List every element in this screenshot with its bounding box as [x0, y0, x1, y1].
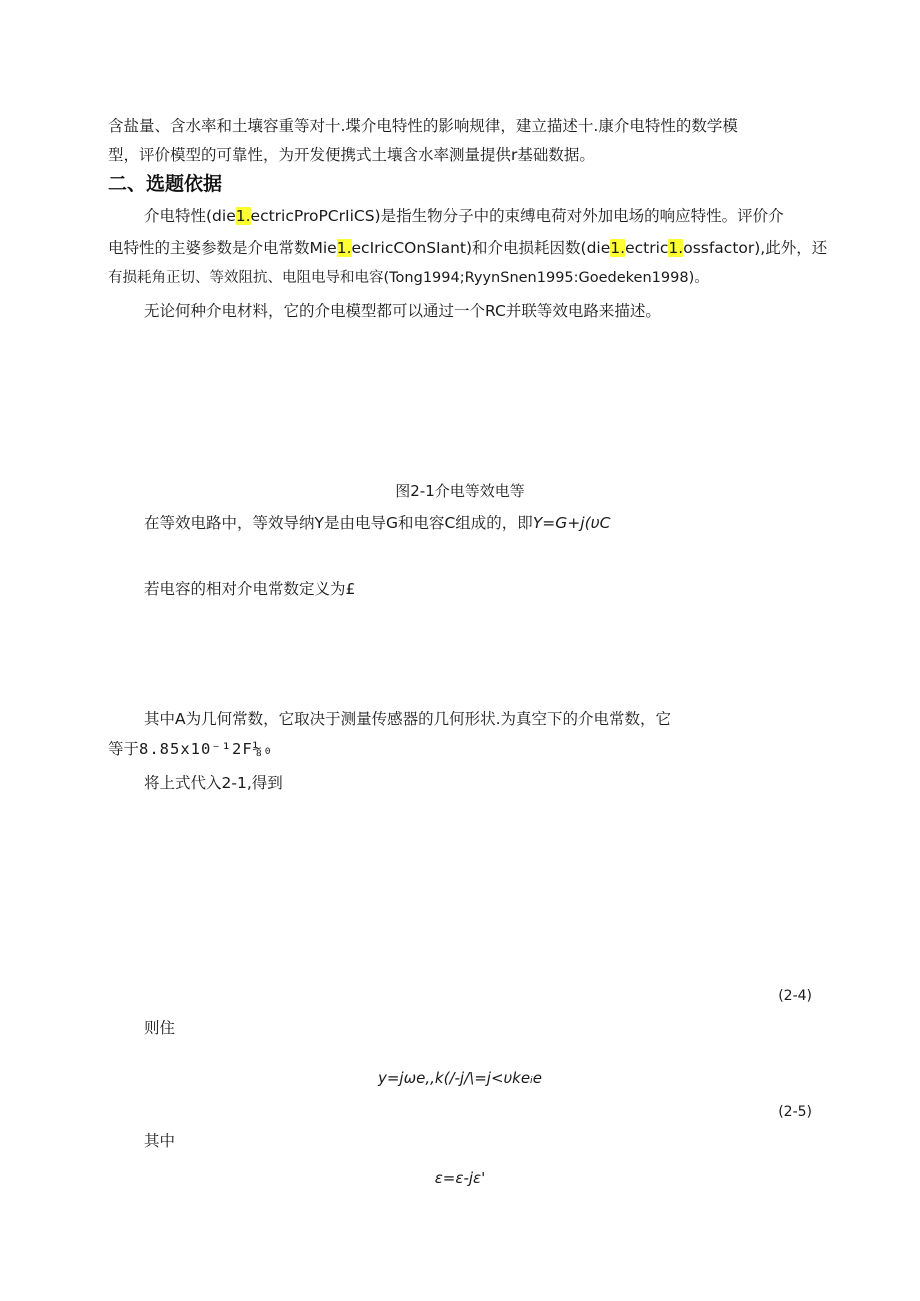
dielectric-paragraph-line-3: 有损耗角正切、等效阻抗、电阻电导和电容(Tong1994;RyynSnen1995:Goedeken1998)。	[108, 270, 709, 286]
highlight-mark: 1.	[235, 207, 251, 225]
intro-paragraph-line-2: 型，评价模型的可靠性，为开发便携式土壤含水率测量提供r基础数据。	[108, 146, 595, 164]
substitution-paragraph: 将上式代入2-1,得到	[144, 774, 283, 792]
equation-2-5: y=jωe,,k(/-j/\=j<υkeᵢe	[377, 1069, 543, 1087]
text-run: ectric	[625, 239, 669, 257]
highlight-mark: 1.	[668, 239, 684, 257]
text-run: ectricProPCrIiCS)是指生物分子中的束缚电荷对外加电场的响应特性。评价介	[250, 207, 784, 225]
then-paragraph: 则住	[144, 1019, 176, 1037]
section-heading: 二、选题依据	[108, 173, 223, 195]
equation-number-2-5: (2-5)	[778, 1104, 812, 1120]
text-run: 电特性的主婆参数是介电常数Mie	[108, 239, 337, 257]
geometry-constant-line-1: 其中A为几何常数，它取决于测量传感器的几何形状.为真空下的介电常数，它	[144, 710, 672, 728]
geometry-constant-line-2	[108, 738, 273, 760]
text-run: 介电特性(die	[144, 207, 236, 225]
dielectric-paragraph-line-1	[144, 205, 784, 227]
where-paragraph: 其中	[144, 1132, 176, 1150]
complex-permittivity-equation: ε=ε-jε'	[434, 1169, 486, 1187]
vacuum-permittivity-value: 8.85x10⁻¹2F⅛₀	[139, 740, 274, 758]
text-run: ossfactor),此外，还	[683, 239, 828, 257]
highlight-mark: 1.	[336, 239, 352, 257]
text-run: 等于	[108, 740, 140, 758]
admittance-paragraph	[144, 512, 610, 534]
figure-caption: 图2-1介电等效电等	[395, 482, 525, 500]
admittance-formula: Y=G+j(υC	[532, 514, 611, 532]
intro-paragraph-line-1: 含盐量、含水率和土壤容重等对十.堞介电特性的影响规律，建立描述十.康介电特性的数学模	[108, 117, 738, 135]
dielectric-paragraph-line-2	[108, 237, 827, 259]
text-run: ecIricCOnSIant)和介电损耗因数(die	[351, 239, 611, 257]
rc-model-paragraph: 无论何种介电材料，它的介电模型都可以通过一个RC并联等效电路来描述。	[144, 302, 661, 320]
equation-number-2-4: (2-4)	[778, 988, 812, 1004]
highlight-mark: 1.	[610, 239, 626, 257]
text-run: 在等效电路中，等效导纳Y是由电导G和电容C组成的，即	[144, 514, 533, 532]
permittivity-definition-paragraph: 若电容的相对介电常数定义为£	[144, 580, 356, 598]
